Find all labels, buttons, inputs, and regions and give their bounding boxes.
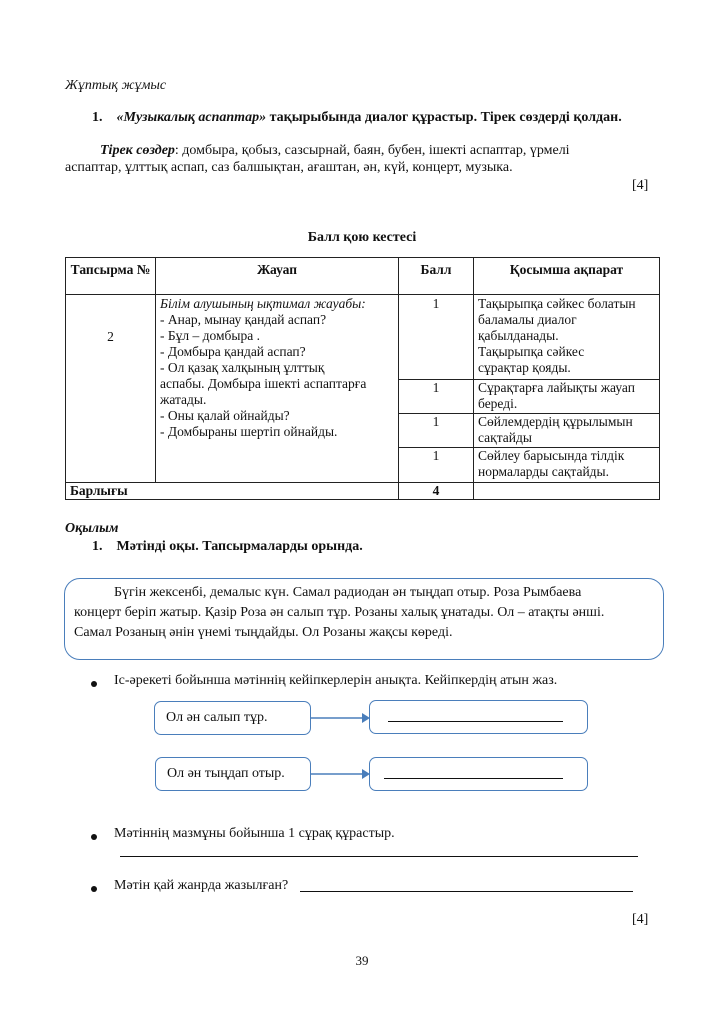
answer-box-2[interactable] bbox=[369, 757, 588, 791]
info-cell bbox=[474, 414, 660, 448]
score-cell: 1 bbox=[399, 380, 474, 414]
action-box-singing bbox=[154, 701, 311, 735]
reading-text-line: Самал Розаның әнін үнемі тыңдайды. Ол Розаны жақсы көреді. bbox=[74, 625, 453, 640]
info-line: Тақырыпқа сәйкес bbox=[478, 344, 585, 359]
keywords-line1 bbox=[100, 143, 570, 159]
bullet-text-3: Мәтін қай жанрда жазылған? bbox=[114, 878, 289, 893]
score-cell: 1 bbox=[399, 414, 474, 448]
header-task: Тапсырма № bbox=[66, 258, 156, 295]
info-line: Сұрақтарға лайықты жауап bbox=[478, 380, 635, 395]
bullet-dot bbox=[91, 834, 97, 840]
info-line: нормаларды сақтайды. bbox=[478, 464, 609, 479]
answer-line: аспабы. Домбыра ішекті аспаптарға bbox=[160, 376, 367, 391]
bullet-text-2: Мәтіннің мазмұны бойынша 1 сұрақ құрастыр. bbox=[114, 826, 395, 841]
header-score: Балл bbox=[399, 258, 474, 295]
table-caption: Балл қою кестесі bbox=[307, 230, 417, 245]
answer-blank[interactable] bbox=[384, 778, 563, 779]
keywords-label: Тірек сөздер bbox=[100, 143, 175, 158]
pair-work-heading: Жұптық жұмыс bbox=[65, 78, 167, 93]
score-marker-1: [4] bbox=[632, 178, 649, 193]
score-marker-2: [4] bbox=[632, 912, 649, 927]
score-cell: 1 bbox=[399, 295, 474, 380]
table-row bbox=[66, 295, 660, 380]
reading-task-title bbox=[92, 539, 363, 555]
arrow-right-icon bbox=[310, 708, 372, 728]
info-line: сұрақтар қояды. bbox=[478, 360, 571, 375]
question-answer-line[interactable] bbox=[120, 856, 638, 857]
header-info: Қосымша ақпарат bbox=[474, 258, 660, 295]
answer-line: - Оны қалай ойнайды? bbox=[160, 408, 290, 423]
action-box-listening bbox=[155, 757, 311, 791]
info-cell bbox=[474, 295, 660, 380]
total-value: 4 bbox=[399, 483, 474, 500]
answer-line: - Ол қазақ халқының ұлттық bbox=[160, 360, 325, 375]
arrow-right-icon bbox=[310, 764, 372, 784]
bullet-text-1: Іс-әрекеті бойынша мәтіннің кейіпкерлерін анықта. Кейіпкердің атын жаз. bbox=[114, 673, 558, 688]
bullet-dot bbox=[91, 886, 97, 892]
info-cell bbox=[474, 448, 660, 483]
task1-number: 1. bbox=[92, 110, 103, 125]
genre-answer-line[interactable] bbox=[300, 891, 633, 892]
action-box-label: Ол ән тыңдап отыр. bbox=[167, 766, 285, 781]
action-box-label: Ол ән салып тұр. bbox=[166, 710, 268, 725]
task1-title-italic: «Музыкалық аспаптар» bbox=[116, 110, 267, 125]
answer-line: - Бұл – домбыра . bbox=[160, 328, 260, 343]
answer-line: жатады. bbox=[160, 392, 207, 407]
reading-text-box bbox=[64, 578, 664, 660]
task-number-cell bbox=[66, 295, 156, 483]
info-line: Сөйлемдердің құрылымын bbox=[478, 414, 633, 429]
keywords-text1: : домбыра, қобыз, сазсырнай, баян, бубен, ішекті аспаптар, үрмелі bbox=[174, 143, 570, 158]
info-line: Сөйлеу барысында тілдік bbox=[478, 448, 625, 463]
info-line: қабылданады. bbox=[478, 328, 559, 343]
total-empty-cell bbox=[474, 483, 660, 500]
answer-blank[interactable] bbox=[388, 721, 563, 722]
reading-task-number: 1. bbox=[92, 539, 103, 554]
task1-title-rest: тақырыбында диалог құрастыр. Тірек сөздерді қолдан. bbox=[266, 110, 622, 125]
reading-text-line: концерт беріп жатыр. Қазір Роза ән салып тұр. Розаны халық ұнатады. Ол – атақты әнші. bbox=[74, 605, 605, 620]
answer-line: - Домбыра қандай аспап? bbox=[160, 344, 306, 359]
info-line: сақтайды bbox=[478, 430, 532, 445]
task1-title bbox=[92, 110, 622, 126]
task-number: 2 bbox=[107, 329, 114, 344]
page-number: 39 bbox=[355, 953, 369, 968]
info-line: баламалы диалог bbox=[478, 312, 577, 327]
info-cell bbox=[474, 380, 660, 414]
info-line: береді. bbox=[478, 396, 518, 411]
answer-intro: Білім алушының ықтимал жауабы: bbox=[160, 296, 366, 311]
total-label: Барлығы bbox=[66, 483, 399, 500]
answer-line: - Домбыраны шертіп ойнайды. bbox=[160, 424, 338, 439]
answer-box-1[interactable] bbox=[369, 700, 588, 734]
score-table bbox=[65, 257, 660, 500]
header-answer: Жауап bbox=[156, 258, 399, 295]
reading-task-text: Мәтінді оқы. Тапсырмаларды орында. bbox=[116, 539, 363, 554]
score-cell: 1 bbox=[399, 448, 474, 483]
bullet-dot bbox=[91, 681, 97, 687]
answer-line: - Анар, мынау қандай аспап? bbox=[160, 312, 327, 327]
table-total-row bbox=[66, 483, 660, 500]
keywords-line2: аспаптар, ұлттық аспап, саз балшықтан, ағаштан, ән, күй, концерт, музыка. bbox=[65, 160, 513, 175]
reading-text-line: Бүгін жексенбі, демалыс күн. Самал радиодан ән тыңдап отыр. Роза Рымбаева bbox=[114, 585, 582, 600]
reading-heading: Оқылым bbox=[65, 521, 119, 536]
table-header-row bbox=[66, 258, 660, 295]
info-line: Тақырыпқа сәйкес болатын bbox=[478, 296, 636, 311]
answer-cell bbox=[156, 295, 399, 483]
